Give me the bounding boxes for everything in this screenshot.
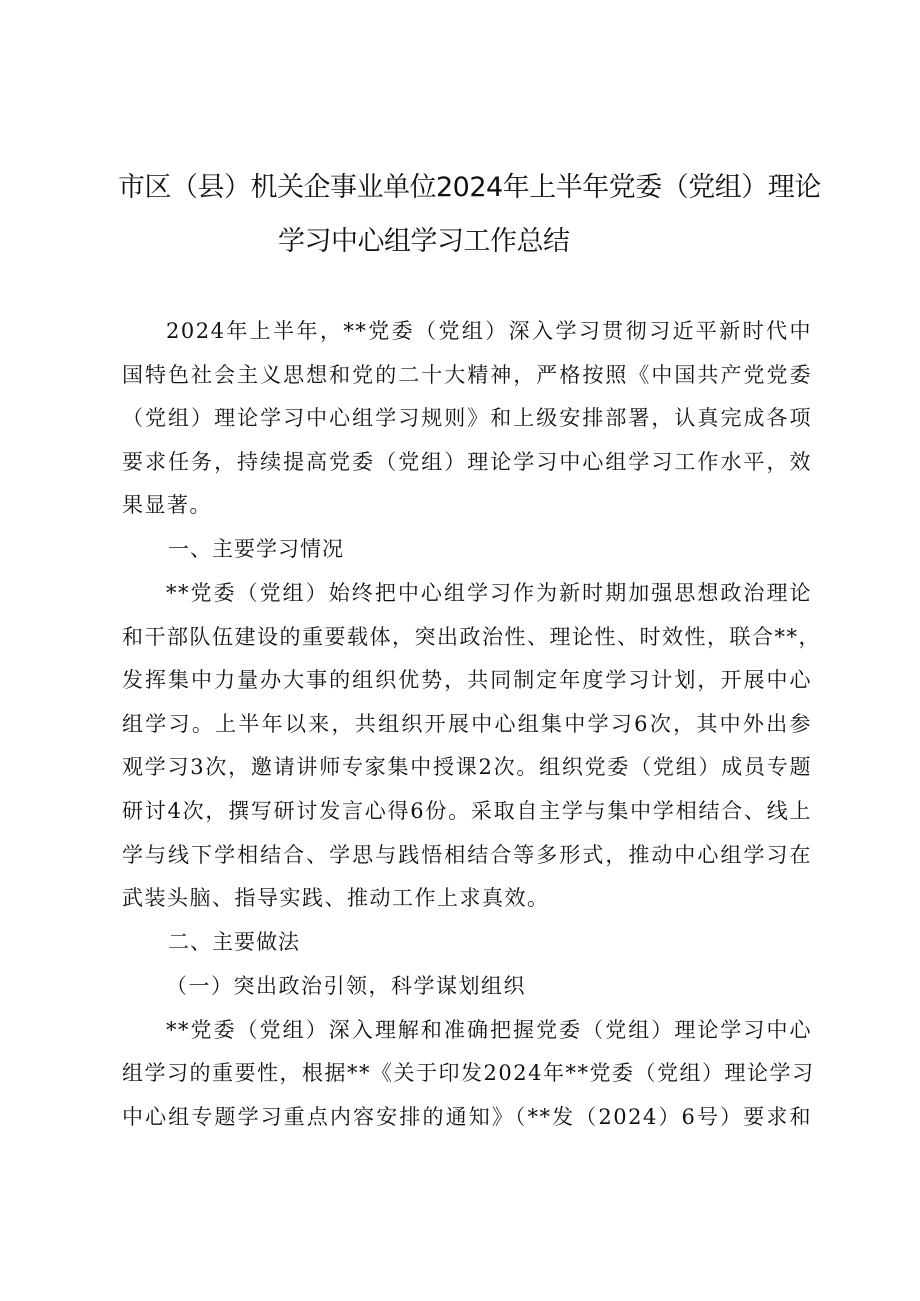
intro-line-4: 要求任务，持续提高党委（党组）理论学习中心组学习工作水平，效 <box>122 450 812 474</box>
section-1-line-4: 组学习。上半年以来，共组织开展中心组集中学习6次，其中外出参 <box>122 712 812 736</box>
section-1-line-2: 和干部队伍建设的重要载体，突出政治性、理论性、时效性，联合**， <box>122 625 821 649</box>
section-2-heading: 二、主要做法 <box>168 930 300 954</box>
section-1-line-7: 学与线下学相结合、学思与践悟相结合等多形式，推动中心组学习在 <box>122 843 812 867</box>
section-1-line-8: 武装头脑、指导实践、推动工作上求真效。 <box>122 886 550 910</box>
intro-line-5: 果显著。 <box>122 493 212 517</box>
intro-line-2: 国特色社会主义思想和党的二十大精神，严格按照《中国共产党党委 <box>122 363 812 387</box>
section-2-line-2: 组学习的重要性，根据**《关于印发2024年**党委（党组）理论学习 <box>122 1061 815 1085</box>
intro-line-3: （党组）理论学习中心组学习规则》和上级安排部署，认真完成各项 <box>122 406 812 430</box>
section-2-subheading-1: （一）突出政治引领，科学谋划组织 <box>166 974 526 998</box>
section-1-line-6: 研讨4次，撰写研讨发言心得6份。采取自主学与集中学相结合、线上 <box>122 799 812 823</box>
section-1-line-1: **党委（党组）始终把中心组学习作为新时期加强思想政治理论 <box>166 581 812 605</box>
section-1-line-5: 观学习3次，邀请讲师专家集中授课2次。组织党委（党组）成员专题 <box>122 755 812 779</box>
section-2-line-3: 中心组专题学习重点内容安排的通知》（**发（2024）6号）要求和 <box>122 1105 812 1129</box>
document-title-line-2: 学习中心组学习工作总结 <box>278 226 570 257</box>
section-2-line-1: **党委（党组）深入理解和准确把握党委（党组）理论学习中心 <box>166 1018 812 1042</box>
intro-line-1: 2024年上半年，**党委（党组）深入学习贯彻习近平新时代中 <box>166 319 812 343</box>
section-1-heading: 一、主要学习情况 <box>168 537 344 561</box>
section-1-line-3: 发挥集中力量办大事的组织优势，共同制定年度学习计划，开展中心 <box>122 668 812 692</box>
document-title-line-1: 市区（县）机关企事业单位2024年上半年党委（党组）理论 <box>118 172 821 203</box>
